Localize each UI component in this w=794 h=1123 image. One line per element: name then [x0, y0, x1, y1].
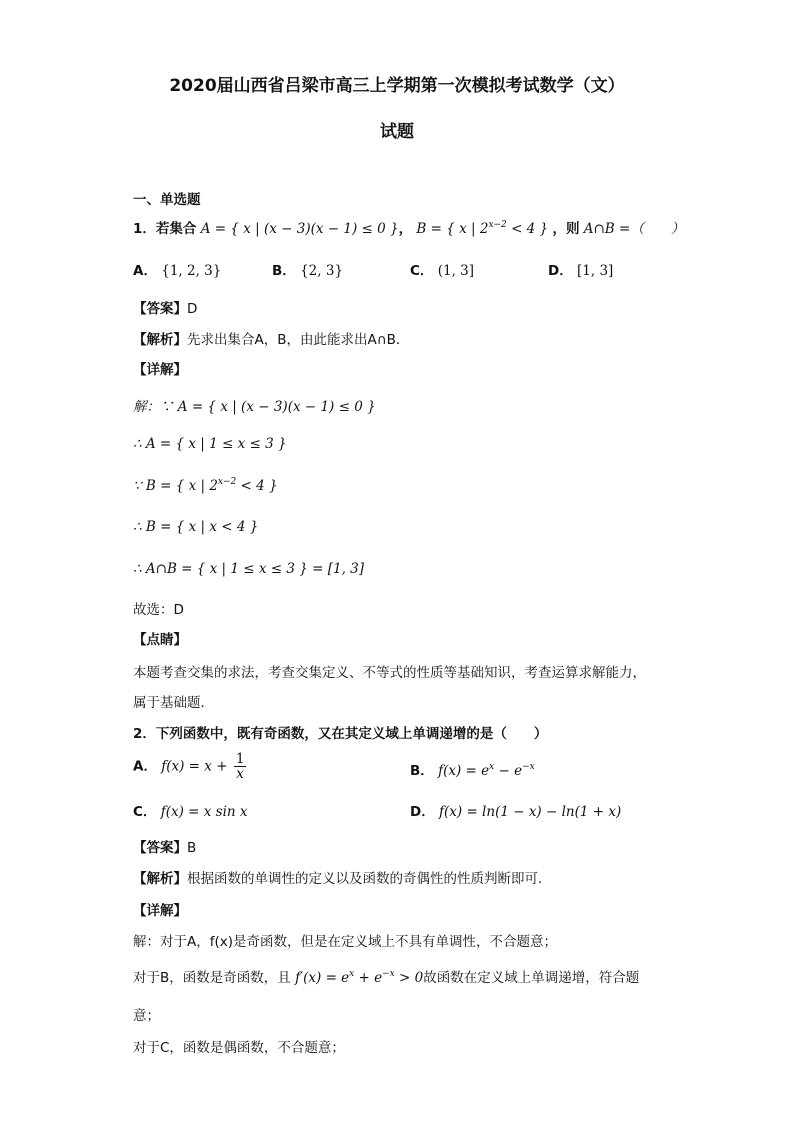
q1-option-c: C． (1, 3] — [410, 263, 475, 279]
q2-option-a: A． f(x) = x + $\frac{1}{x}$ — [133, 751, 245, 782]
page-title-line2: 试题 — [380, 122, 414, 142]
q1-remark-1: 本题考查交集的求法，考查交集定义、不等式的性质等基础知识，考查运算求解能力， — [133, 665, 646, 681]
q2-detail-tag: 【详解】 — [133, 903, 187, 919]
q1-step-5: ∴ A∩B = { x | 1 ≤ x ≤ 3 } = [1, 3] — [133, 561, 365, 577]
q2-detail-4: 对于C，函数是偶函数，不合题意； — [133, 1040, 345, 1056]
section-heading: 一、单选题 — [133, 192, 201, 208]
question-1-stem: 1．若集合 A = { x | (x − 3)(x − 1) ≤ 0 }， B = { x | $2^{x-2} < 4$ } ，则 A∩B =（ ） — [133, 220, 685, 237]
q1-option-b: B． {2, 3} — [272, 263, 344, 279]
q1-detail-tag: 【详解】 — [133, 362, 187, 378]
q2-analysis: 【解析】根据函数的单调性的定义以及函数的奇偶性的性质判断即可． — [133, 871, 552, 887]
q1-step-2: ∴ A = { x | 1 ≤ x ≤ 3 } — [133, 436, 287, 452]
q1-option-a: A． {1, 2, 3} — [133, 263, 222, 279]
q1-remark-2: 属于基础题． — [133, 695, 214, 711]
q1-step-1: 解：∵ A = { x | (x − 3)(x − 1) ≤ 0 } — [133, 399, 376, 415]
question-2-stem: 2．下列函数中，既有奇函数，又在其定义域上单调递增的是（ ） — [133, 726, 548, 742]
q1-choose: 故选：D — [133, 602, 184, 618]
q2-option-c: C． f(x) = x sin x — [133, 804, 248, 820]
q2-option-b: B． $f(x) = e^x - e^{-x}$ — [410, 762, 535, 779]
q1-option-d: D． [1, 3] — [548, 263, 614, 279]
q2-detail-3: 意； — [133, 1008, 160, 1024]
q1-analysis: 【解析】先求出集合A，B，由此能求出A∩B． — [133, 332, 410, 348]
q1-remark-tag: 【点睛】 — [133, 632, 187, 648]
q2-detail-2: 对于B，函数是奇函数，且 $f'(x) = e^x + e^{-x} > 0$故函数在定义域上单调递增，符合题 — [133, 969, 640, 986]
q1-answer: 【答案】D — [133, 301, 198, 317]
q2-answer: 【答案】B — [133, 840, 197, 856]
q1-step-3: ∵ B = { x | $2^{x-2} < 4$ } — [133, 477, 278, 494]
page-title: 2020届山西省吕梁市高三上学期第一次模拟考试数学（文） — [169, 76, 625, 96]
q2-option-d: D． f(x) = ln(1 − x) − ln(1 + x) — [410, 804, 622, 820]
q1-step-4: ∴ B = { x | x < 4 } — [133, 519, 259, 535]
q2-detail-1: 解：对于A，f(x)是奇函数，但是在定义域上不具有单调性，不合题意； — [133, 934, 558, 950]
